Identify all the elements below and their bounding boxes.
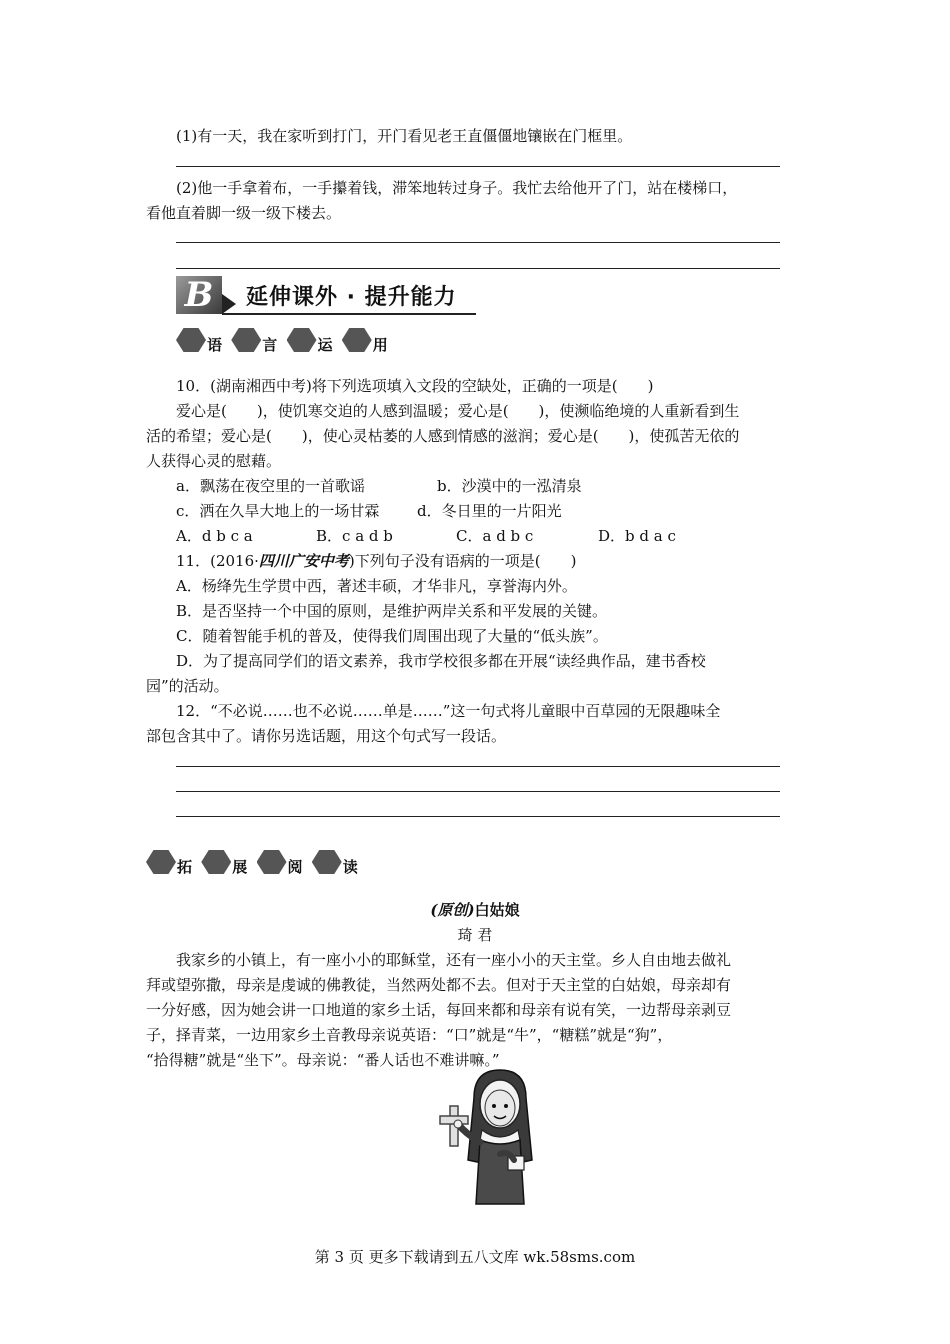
q10-passage-2: 活的希望；爱心是( )，使心灵枯萎的人感到情感的滋润；爱心是( )，使孤苦无依的 (146, 427, 740, 445)
q11-source: 四川广安中考 (258, 552, 349, 570)
q-a-2-line1: (2)他一手拿着布，一手攥着钱，滞笨地转过身子。我忙去给他开了门，站在楼梯口， (176, 179, 738, 197)
reading-p4: 子，择青菜，一边用家乡土音教母亲说英语：“口”就是“牛”，“糖糕”就是“狗”， (146, 1026, 673, 1044)
tag-char: 拓 (177, 858, 193, 876)
section-b-header (176, 276, 476, 316)
hexagon-icon (201, 850, 231, 874)
q10-item-d: d．冬日里的一片阳光 (417, 502, 562, 520)
answer-line (176, 268, 780, 269)
tag-char: 用 (372, 336, 388, 354)
q10-option-c: C．a d b c (456, 527, 534, 545)
answer-line (176, 816, 780, 817)
q11-option-d-line2: 园”的活动。 (146, 677, 229, 695)
q11-option-b: B．是否坚持一个中国的原则，是维护两岸关系和平发展的关键。 (176, 602, 608, 620)
hexagon-icon (342, 328, 372, 352)
q10-item-b: b．沙漠中的一泓清泉 (437, 477, 582, 495)
reading-title-tag: (原创) (430, 901, 475, 919)
q10-passage-1: 爱心是( )，使饥寒交迫的人感到温暖；爱心是( )，使濒临绝境的人重新看到生 (176, 402, 740, 420)
page-footer: 第 3 页 更多下载请到五八文库 wk.58sms.com (314, 1248, 636, 1266)
tag-char: 运 (317, 336, 333, 354)
answer-line (176, 791, 780, 792)
tag-char: 语 (207, 336, 223, 354)
q10-option-d: D．b d a c (598, 527, 676, 545)
reading-author: 琦 君 (457, 926, 493, 944)
tag-char: 读 (342, 858, 358, 876)
nun-illustration (438, 1068, 548, 1208)
arrow-icon (222, 294, 236, 314)
q11-stem (176, 549, 576, 574)
q10-item-c: c．洒在久旱大地上的一场甘霖 (176, 502, 380, 520)
hexagon-icon (176, 328, 206, 352)
q11-num: 11．(2016· (176, 552, 259, 570)
reading-tags (146, 850, 362, 877)
q10-option-b: B．c a d b (316, 527, 393, 545)
q12-line1: 12．“不必说……也不必说……单是……”这一句式将儿童眼中百草园的无限趣味全 (176, 702, 721, 720)
q11-option-d-line1: D．为了提高同学们的语文素养，我市学校很多都在开展“读经典作品，建书香校 (176, 652, 706, 670)
reading-p2: 拜或望弥撒，母亲是虔诚的佛教徒，当然两处都不去。但对于天主堂的白姑娘，母亲却有 (146, 976, 732, 994)
q11-option-c: C．随着智能手机的普及，使得我们周围出现了大量的“低头族”。 (176, 627, 608, 645)
hexagon-icon (146, 850, 176, 874)
section-b-title: 延伸课外 · 提升能力 (246, 285, 457, 310)
section-b-logo: B (176, 276, 222, 314)
tag-char: 阅 (287, 858, 303, 876)
q-a-1: (1)有一天，我在家听到打门，开门看见老王直僵僵地镶嵌在门框里。 (176, 127, 633, 145)
lang-use-tags (176, 328, 392, 355)
q12-line2: 部包含其中了。请你另选话题，用这个句式写一段话。 (146, 727, 507, 745)
q10-passage-3: 人获得心灵的慰藉。 (146, 452, 282, 470)
reading-p3: 一分好感，因为她会讲一口地道的家乡土话，每回来都和母亲有说有笑，一边帮母亲剥豆 (146, 1001, 732, 1019)
answer-line (176, 766, 780, 767)
hexagon-icon (312, 850, 342, 874)
section-b-underline (222, 313, 476, 315)
hexagon-icon (287, 328, 317, 352)
q11-option-a: A．杨绛先生学贯中西，著述丰硕，才华非凡，享誉海内外。 (176, 577, 577, 595)
q11-stem-rest: )下列句子没有语病的一项是( ) (348, 552, 577, 570)
answer-line (176, 242, 780, 243)
q-a-2-line2: 看他直着脚一级一级下楼去。 (146, 204, 342, 222)
reading-title (0, 898, 950, 923)
reading-title-text: 白姑娘 (474, 901, 520, 919)
hexagon-icon (231, 328, 261, 352)
answer-line (176, 166, 780, 167)
tag-char: 展 (232, 858, 248, 876)
q10-stem: 10．(湖南湘西中考)将下列选项填入文段的空缺处，正确的一项是( ) (176, 377, 654, 395)
q10-option-a: A．d b c a (176, 527, 253, 545)
hexagon-icon (257, 850, 287, 874)
q10-item-a: a．飘荡在夜空里的一首歌谣 (176, 477, 365, 495)
tag-char: 言 (262, 336, 278, 354)
reading-p5: “拾得糖”就是“坐下”。母亲说：“番人话也不难讲嘛。” (146, 1051, 500, 1069)
reading-p1: 我家乡的小镇上，有一座小小的耶稣堂，还有一座小小的天主堂。乡人自由地去做礼 (176, 951, 732, 969)
